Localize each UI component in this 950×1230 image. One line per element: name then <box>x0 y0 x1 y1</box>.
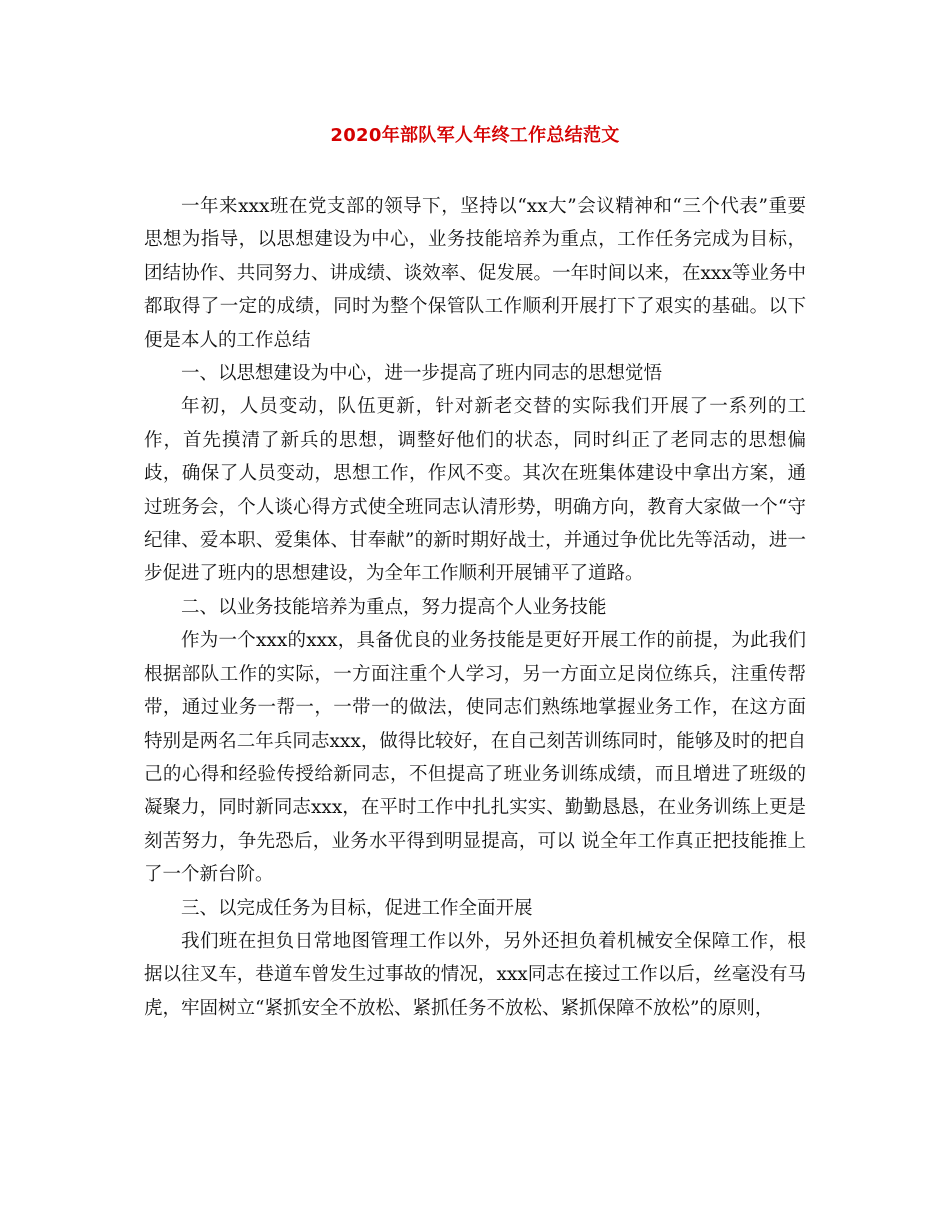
section-paragraph-3: 我们班在担负日常地图管理工作以外，另外还担负着机械安全保障工作，根据以往叉车，巷道车曾发生过事故的情况，xxx同志在接过工作以后，丝毫没有马虎，牢固树立“紧抓安全不放松、紧抓任务不放松、紧抓保障不放松”的原则， <box>144 930 806 1019</box>
section-heading-2: 二、以业务技能培养为重点，努力提高个人业务技能 <box>181 596 607 618</box>
intro-paragraph: 一年来xxx班在党支部的领导下，坚持以“xx大”会议精神和“三个代表”重要思想为指导，以思想建设为中心，业务技能培养为重点，工作任务完成为目标，团结协作、共同努力、讲成绩、谈效率、促发展。一年时间以来，在xxx等业务中都取得了一定的成绩，同时为整个保管队工作顺利开展打下了艰实的基础。以下便是本人的工作总结 <box>144 196 806 351</box>
document-body <box>144 190 806 1025</box>
section-paragraph-2: 作为一个xxx的xxx，具备优良的业务技能是更好开展工作的前提，为此我们根据部队工作的实际，一方面注重个人学习，另一方面立足岗位练兵，注重传帮带，通过业务一帮一，一带一的做法，使同志们熟练地掌握业务工作，在这方面特别是两名二年兵同志xxx，做得比较好，在自己刻苦训练同时，能够及时的把自己的心得和经验传授给新同志，不但提高了班业务训练成绩，而且增进了班级的凝聚力，同时新同志xxx，在平时工作中扎扎实实、勤勤恳恳，在业务训练上更是刻苦努力，争先恐后，业务水平得到明显提高，可以 说全年工作真正把技能推上了一个新台阶。 <box>144 630 806 886</box>
section-heading-3: 三、以完成任务为目标，促进工作全面开展 <box>181 897 533 919</box>
section-paragraph-1: 年初，人员变动，队伍更新，针对新老交替的实际我们开展了一系列的工作，首先摸清了新兵的思想，调整好他们的状态，同时纠正了老同志的思想偏歧，确保了人员变动，思想工作，作风不变。其次在班集体建设中拿出方案，通过班务会，个人谈心得方式使全班同志认清形势，明确方向，教育大家做一个“守纪律、爱本职、爱集体、甘奉献”的新时期好战士，并通过争优比先等活动，进一步促进了班内的思想建设，为全年工作顺利开展铺平了道路。 <box>144 396 806 585</box>
section-heading-1: 一、以思想建设为中心，进一步提高了班内同志的思想觉悟 <box>181 363 663 385</box>
document-title: 2020年部队军人年终工作总结范文 <box>330 125 620 146</box>
